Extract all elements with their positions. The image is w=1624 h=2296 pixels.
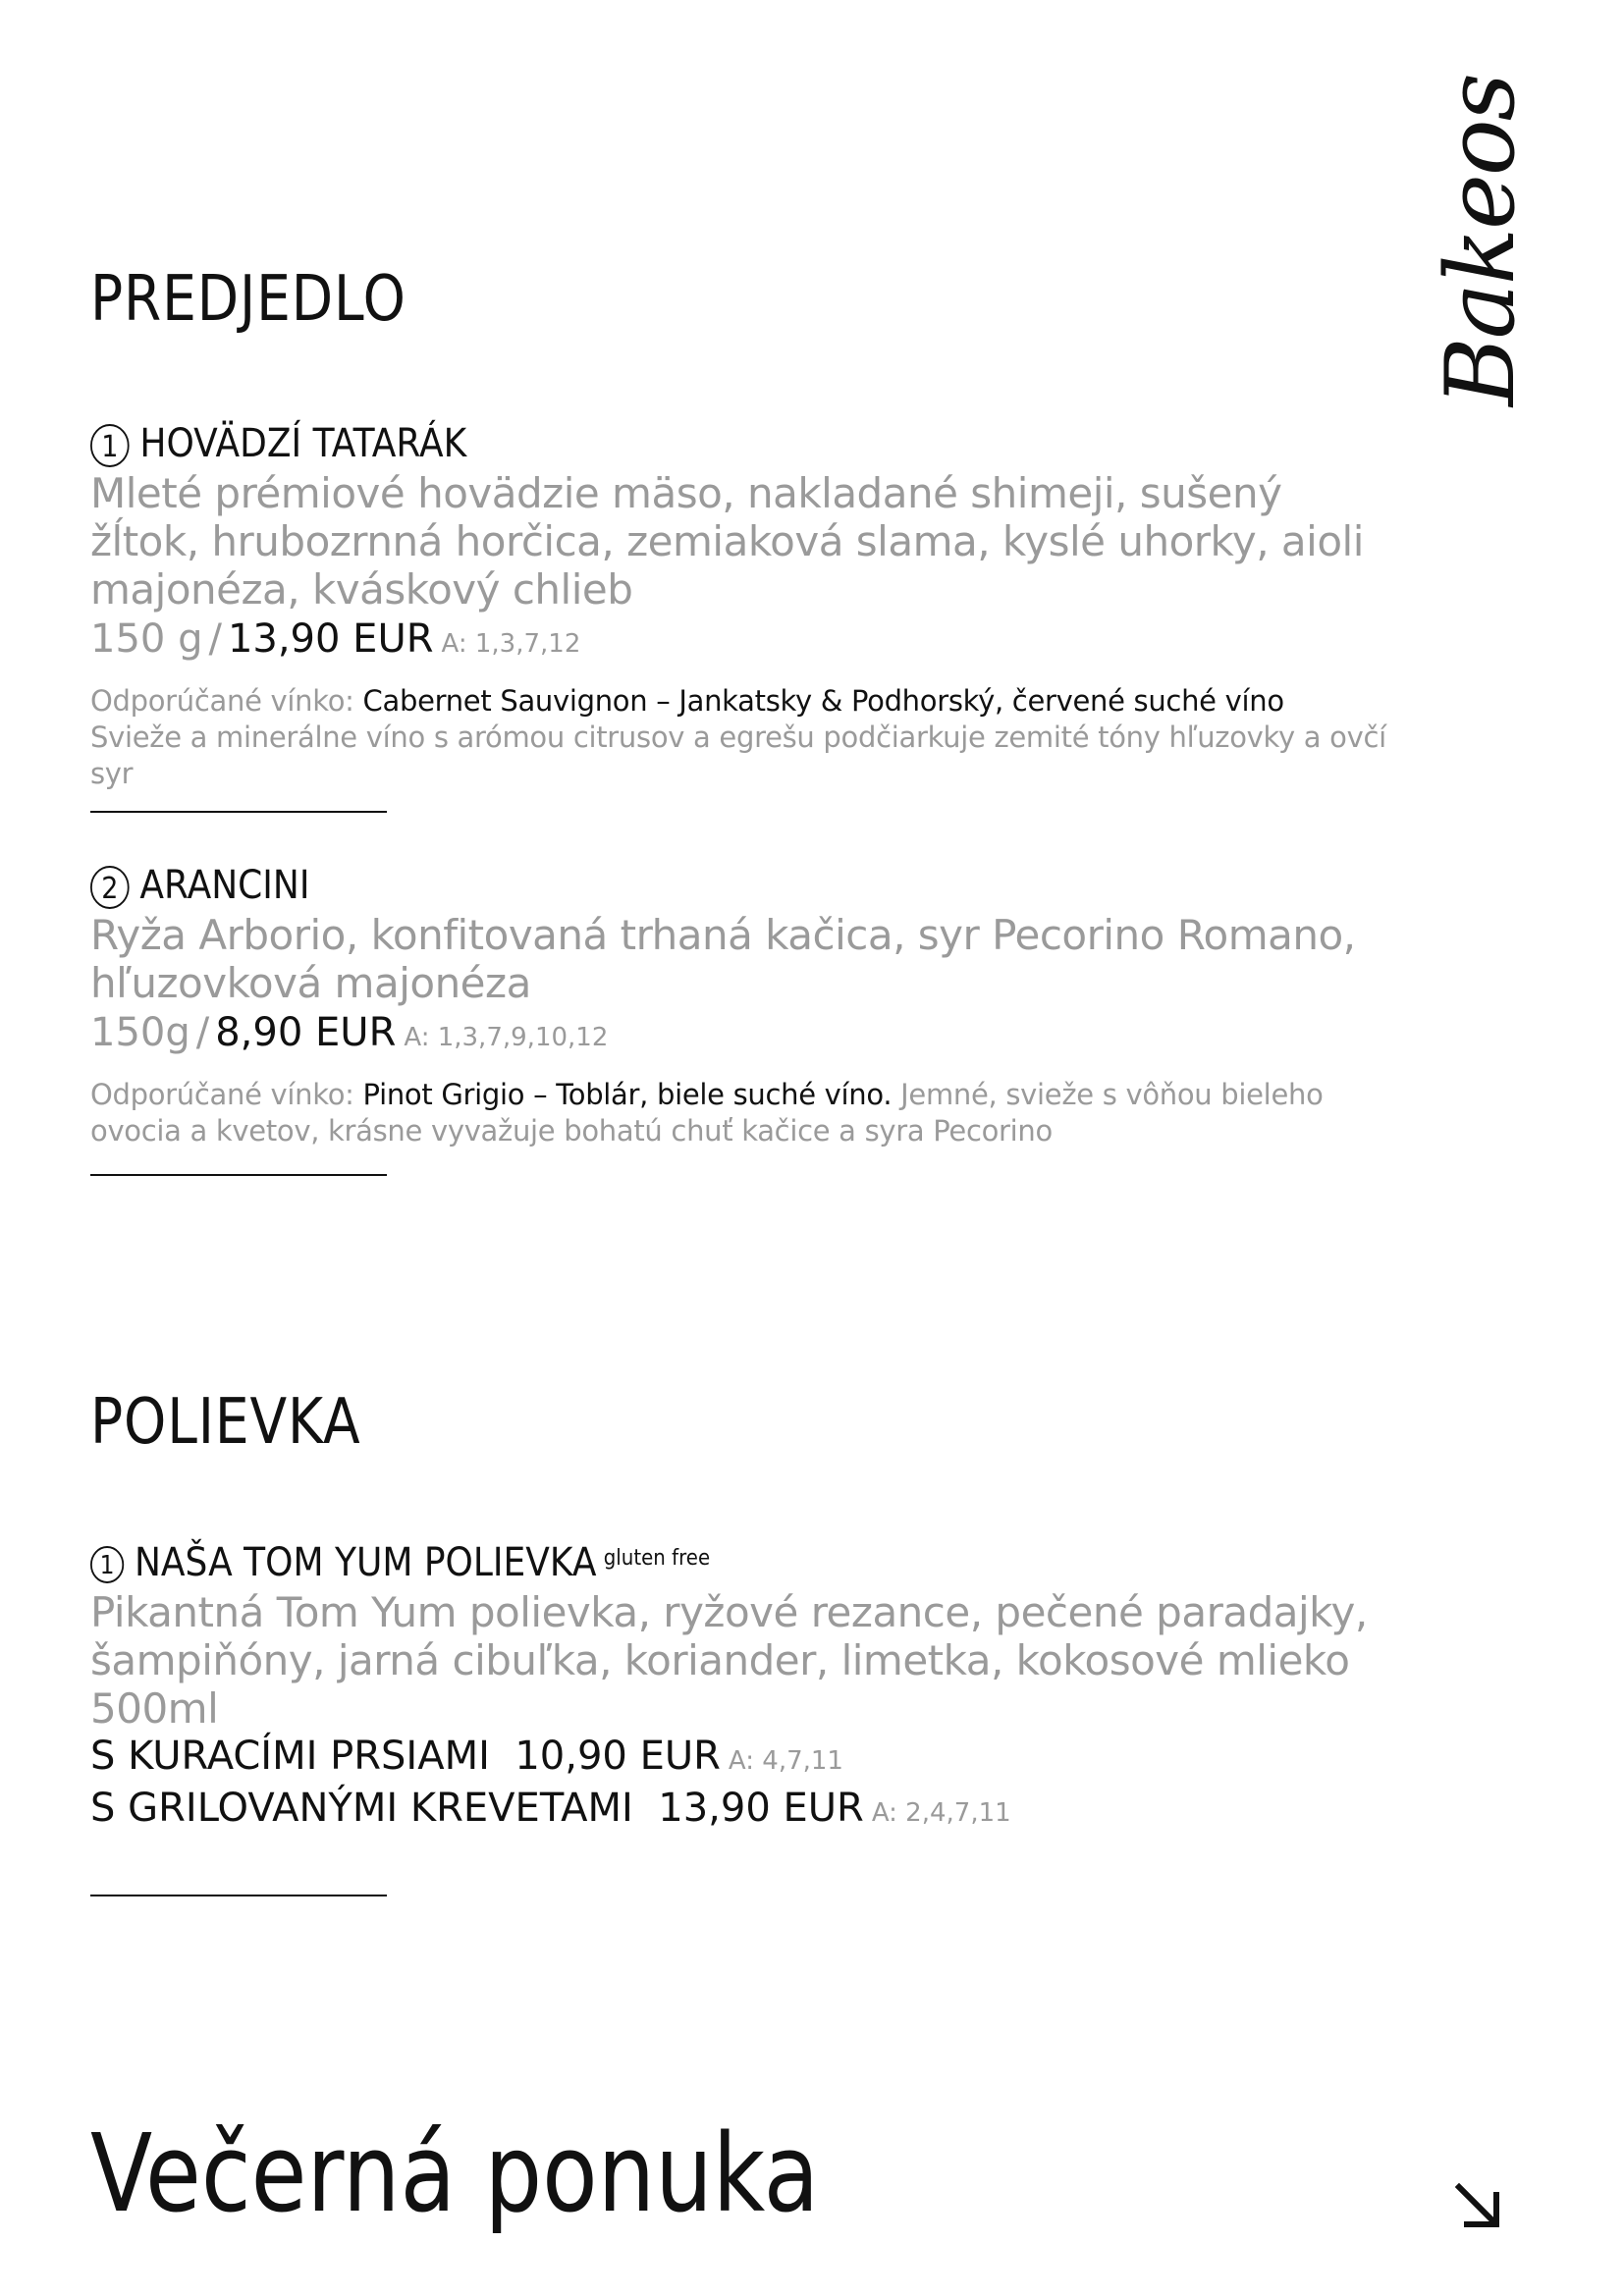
wine-recommendation [90,1077,1327,1149]
wine-note: Jemné, svieže s vôňou bieleho ovocia a kvetov, krásne vyvažuje bohatú chuť kačice a syra Pecorino [90,1078,1324,1148]
item-number-badge: 1 [90,1546,124,1583]
item-allergens: A: 1,3,7,12 [441,629,581,659]
item-name: HOVÄDZÍ TATARÁK [139,421,467,466]
soup-option-chicken [90,1733,1406,1785]
item-price: 8,90 EUR [215,1010,397,1055]
item-number-badge: 2 [90,866,130,909]
item-price-row [90,1007,1406,1063]
wine-label: Odporúčané vínko: [90,1078,354,1111]
item-description: Mleté prémiové hovädzie mäso, nakladané shimeji, sušený žĺtok, hrubozrnná horčica, zemiaková slama, kyslé uhorky, aioli majonéza, kváskový chlieb [90,469,1364,614]
section-title-starters: PREDJEDLO [90,263,406,336]
item-allergens: A: 1,3,7,9,10,12 [404,1023,609,1052]
price-separator: / [208,616,222,662]
price-separator: / [195,1010,210,1055]
arrow-down-right-icon [1449,2177,1508,2236]
item-number-badge: 1 [90,424,130,467]
brand-logo [1384,75,1576,406]
item-title [90,860,1274,911]
item-description: Ryža Arborio, konfitovaná trhaná kačica, syr Pecorino Romano, hľuzovková majonéza [90,911,1356,1007]
item-volume: 500ml [90,1684,219,1733]
item-title [90,418,1274,469]
item-title [90,1537,1274,1588]
soup-option-shrimp [90,1785,1406,1837]
menu-item-arancini [90,860,1406,1149]
item-weight: 150 g [90,616,203,662]
wine-name: Pinot Grigio – Toblár, biele suché víno. [362,1078,893,1111]
menu-item-tatarak [90,418,1406,792]
wine-note: Svieže a minerálne víno s arómou citrusov a egrešu podčiarkuje zemité tóny hľuzovky a ovčí syr [90,721,1386,790]
brand-logo-text: Bakeos [1425,75,1536,406]
item-description: Pikantná Tom Yum polievka, ryžové rezance, pečené paradajky, šampiňóny, jarná cibuľka, koriander, limetka, kokosové mlieko [90,1588,1368,1684]
wine-label: Odporúčané vínko: [90,684,354,718]
item-weight: 150g [90,1010,190,1055]
divider [90,1895,387,1896]
item-name: NAŠA TOM YUM POLIEVKA [135,1540,597,1585]
option-allergens: A: 2,4,7,11 [871,1798,1011,1828]
gluten-free-tag: gluten free [603,1546,711,1571]
wine-name: Cabernet Sauvignon – Jankatsky & Podhorský, červené suché víno [362,684,1284,718]
wine-recommendation [90,683,1396,792]
item-price-row [90,614,1406,669]
option-label: S GRILOVANÝMI KREVETAMI [90,1786,633,1831]
divider [90,1174,387,1176]
menu-item-tom-yum [90,1537,1406,1837]
footer-title: Večerná ponuka [90,2110,820,2236]
item-price: 13,90 EUR [227,616,434,662]
option-label: S KURACÍMI PRSIAMI [90,1734,490,1779]
divider [90,811,387,813]
section-title-soup: POLIEVKA [90,1386,361,1459]
item-name: ARANCINI [139,863,310,908]
option-allergens: A: 4,7,11 [728,1746,843,1776]
option-price: 10,90 EUR [514,1734,721,1779]
option-price: 13,90 EUR [658,1786,864,1831]
